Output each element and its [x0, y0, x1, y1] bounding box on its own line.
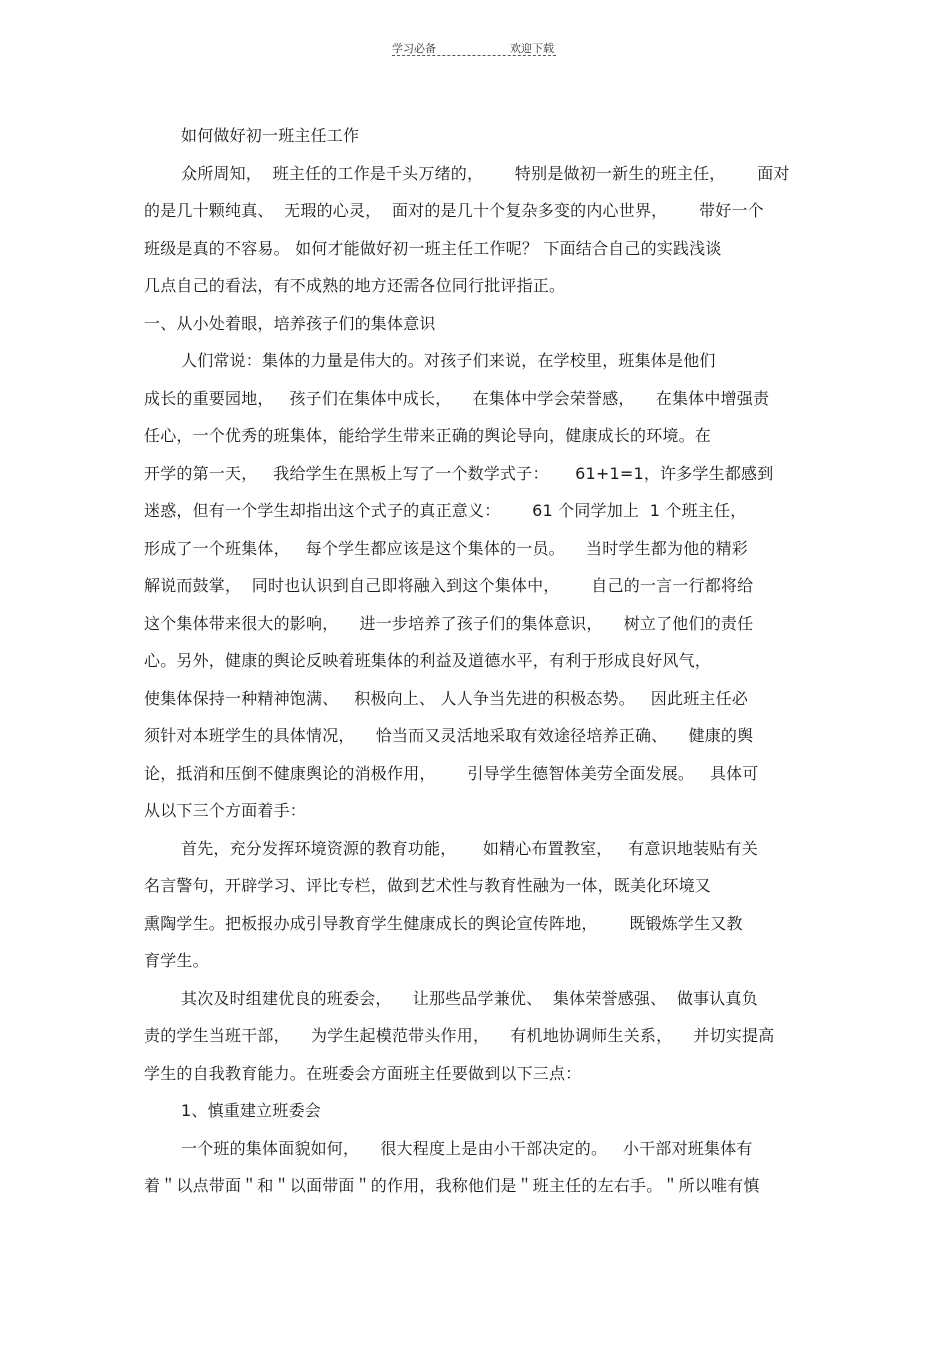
paragraph-line: 熏陶学生。把板报办成引导教育学生健康成长的舆论宣传阵地， 既锻炼学生又教	[144, 914, 743, 933]
paragraph-line: 任心，一个优秀的班集体，能给学生带来正确的舆论导向，健康成长的环境。在	[144, 426, 712, 445]
paragraph-line: 众所周知， 班主任的工作是千头万绪的， 特别是做初一新生的班主任， 面对	[181, 164, 790, 183]
subsection-heading: 1、慎重建立班委会	[181, 1101, 321, 1120]
paragraph-line: 形成了一个班集体， 每个学生都应该是这个集体的一员。 当时学生都为他的精彩	[144, 539, 749, 558]
header-divider	[392, 55, 556, 56]
paragraph-line: 首先，充分发挥环境资源的教育功能， 如精心布置教室， 有意识地装贴有关	[181, 839, 758, 858]
paragraph-line: 开学的第一天， 我给学生在黑板上写了一个数学式子： 61+1=1，许多学生都感到	[144, 464, 774, 483]
paragraph-line: 着＂以点带面＂和＂以面带面＂的作用，我称他们是＂班主任的左右手。＂所以唯有慎	[144, 1176, 760, 1195]
paragraph-line: 从以下三个方面着手：	[144, 801, 307, 820]
document-title: 如何做好初一班主任工作	[181, 126, 360, 145]
paragraph-line: 一个班的集体面貌如何， 很大程度上是由小干部决定的。 小干部对班集体有	[181, 1139, 753, 1158]
paragraph-line: 解说而鼓掌， 同时也认识到自己即将融入到这个集体中， 自己的一言一行都将给	[144, 576, 754, 595]
paragraph-line: 这个集体带来很大的影响， 进一步培养了孩子们的集体意识， 树立了他们的责任	[144, 614, 754, 633]
paragraph-line: 名言警句，开辟学习、评比专栏，做到艺术性与教育性融为一体，既美化环境又	[144, 876, 712, 895]
paragraph-line: 论，抵消和压倒不健康舆论的消极作用， 引导学生德智体美劳全面发展。 具体可	[144, 764, 759, 783]
paragraph-line: 成长的重要园地， 孩子们在集体中成长， 在集体中学会荣誉感， 在集体中增强责	[144, 389, 770, 408]
paragraph-line: 迷惑，但有一个学生却指出这个式子的真正意义： 61 个同学加上 1 个班主任，	[144, 501, 747, 520]
header-right-text: 欢迎下载	[510, 42, 554, 55]
paragraph-line: 几点自己的看法，有不成熟的地方还需各位同行批评指正。	[144, 276, 566, 295]
paragraph-line: 其次及时组建优良的班委会， 让那些品学兼优、 集体荣誉感强、 做事认真负	[181, 989, 758, 1008]
paragraph-line: 的是几十颗纯真、 无瑕的心灵， 面对的是几十个复杂多变的内心世界， 带好一个	[144, 201, 764, 220]
header-left-text: 学习必备	[392, 42, 436, 55]
paragraph-line: 须针对本班学生的具体情况， 恰当而又灵活地采取有效途径培养正确、 健康的舆	[144, 726, 754, 745]
paragraph-line: 班级是真的不容易。 如何才能做好初一班主任工作呢？ 下面结合自己的实践浅谈	[144, 239, 722, 258]
paragraph-line: 心。另外，健康的舆论反映着班集体的利益及道德水平，有利于形成良好风气，	[144, 651, 712, 670]
paragraph-line: 使集体保持一种精神饱满、 积极向上、 人人争当先进的积极态势。 因此班主任必	[144, 689, 749, 708]
page-header	[392, 40, 556, 58]
paragraph-line: 育学生。	[144, 951, 209, 970]
paragraph-line: 责的学生当班干部， 为学生起模范带头作用， 有机地协调师生关系， 并切实提高	[144, 1026, 775, 1045]
section-heading: 一、从小处着眼，培养孩子们的集体意识	[144, 314, 436, 333]
paragraph-line: 学生的自我教育能力。在班委会方面班主任要做到以下三点：	[144, 1064, 582, 1083]
paragraph-line: 人们常说：集体的力量是伟大的。对孩子们来说，在学校里，班集体是他们	[181, 351, 716, 370]
